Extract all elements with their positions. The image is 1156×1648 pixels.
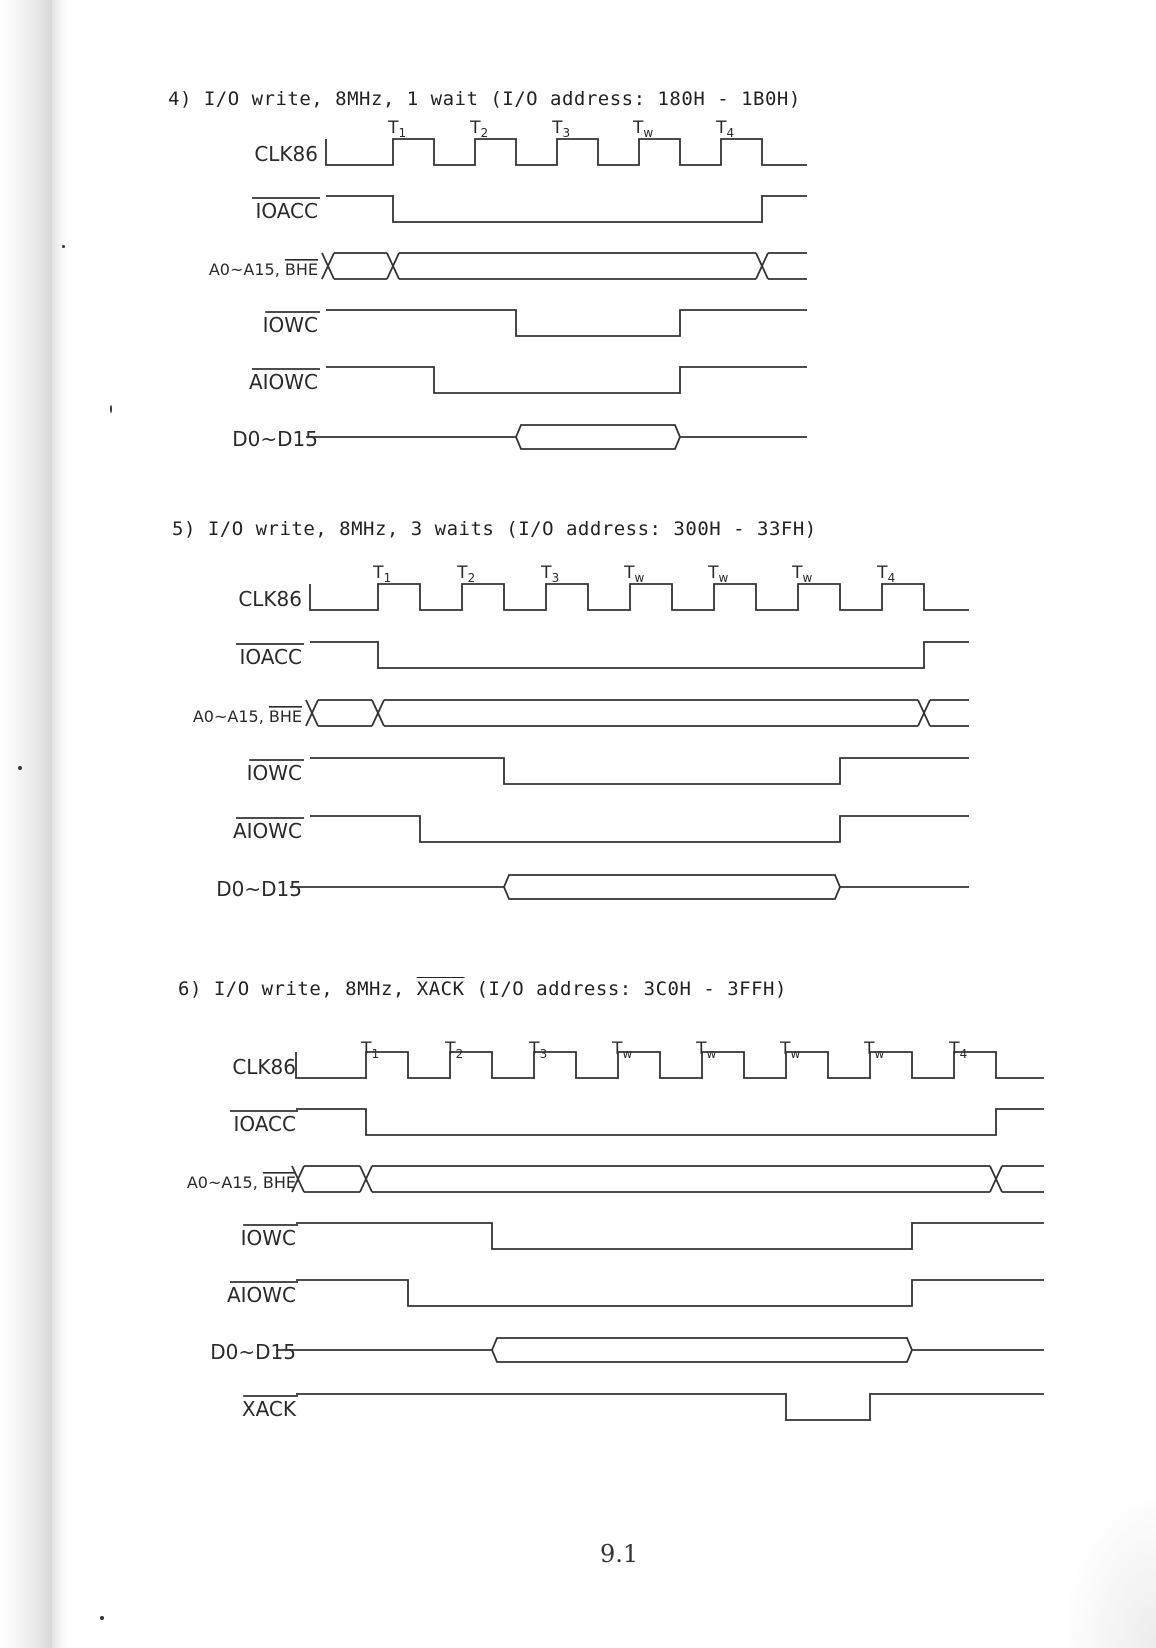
level-waveform	[296, 1280, 1044, 1306]
level-waveform	[310, 758, 969, 784]
signal-d0-d15	[232, 425, 807, 451]
clock-period-label-5: $T_w$	[792, 563, 813, 585]
signal-label: CLK86	[238, 587, 302, 611]
level-waveform	[296, 1394, 1044, 1420]
signal-label: IOACC	[239, 645, 302, 669]
signal-label: IOWC	[246, 761, 302, 785]
signal-label: AIOWC	[232, 819, 302, 843]
section-4-title	[168, 88, 801, 110]
timing-diagram-section-4	[0, 115, 1156, 475]
section-6-title-xack: XACK	[416, 978, 465, 1000]
signal-clk86	[254, 139, 807, 166]
bus-valid-region	[372, 700, 969, 726]
clock-period-label-3: $T_w$	[624, 563, 645, 585]
clock-period-label-3: $T_w$	[632, 118, 654, 140]
signal-label: IOACC	[233, 1112, 296, 1136]
clock-waveform	[326, 139, 807, 165]
section-6-title-suffix: (I/O address: 3C0H - 3FFH)	[464, 978, 787, 1000]
data-valid-region	[492, 1338, 912, 1362]
signal-label: CLK86	[254, 142, 318, 166]
signal-label: AIOWC	[226, 1283, 296, 1307]
signal-label: IOACC	[255, 199, 318, 223]
signal-xack	[242, 1394, 1044, 1421]
clock-period-label-4: $T_4$	[716, 118, 735, 140]
signal-a0-a15-bhe	[187, 1166, 1044, 1192]
section-6-title-prefix: 6) I/O write, 8MHz,	[178, 978, 417, 1000]
level-waveform	[296, 1109, 1044, 1135]
clock-period-label-1: $T_2$	[470, 118, 489, 140]
page-corner-shadow	[1066, 1498, 1156, 1648]
signal-label: D0~D15	[216, 877, 302, 901]
level-waveform	[326, 367, 807, 393]
signal-label: AIOWC	[248, 370, 318, 394]
clock-period-label-2: $T_3$	[552, 118, 571, 140]
bus-transition	[306, 700, 372, 726]
clock-period-label-4: $T_w$	[708, 563, 729, 585]
clock-period-label-1: $T_2$	[445, 1039, 464, 1061]
section-5-title	[172, 518, 817, 540]
signal-d0-d15	[216, 875, 969, 901]
clock-period-label-2: $T_3$	[529, 1039, 548, 1061]
clock-period-label-5: $T_w$	[780, 1039, 801, 1061]
clock-period-label-4: $T_w$	[696, 1039, 717, 1061]
signal-label: A0~A15, BHE	[186, 1173, 296, 1192]
section-4-title-text: 4) I/O write, 8MHz, 1 wait (I/O address: 180H - 1B0H)	[168, 88, 801, 110]
signal-aiowc	[233, 816, 969, 843]
section-6-title	[178, 978, 787, 1000]
clock-waveform	[296, 1052, 1044, 1078]
signal-a0-a15-bhe	[209, 253, 807, 279]
level-waveform	[326, 310, 807, 336]
page-number: 9.1	[600, 1540, 639, 1568]
clock-period-label-0: $T_1$	[373, 563, 392, 585]
clock-period-label-0: $T_1$	[361, 1039, 380, 1061]
section-5-title-text: 5) I/O write, 8MHz, 3 waits (I/O address: 300H - 33FH)	[172, 518, 817, 540]
signal-label: IOWC	[262, 313, 318, 337]
signal-label: XACK	[241, 1397, 296, 1421]
clock-period-label-7: $T_4$	[949, 1039, 968, 1061]
clock-period-label-0: $T_1$	[388, 118, 407, 140]
signal-label: D0~D15	[232, 427, 318, 451]
clock-period-label-2: $T_3$	[541, 563, 560, 585]
signal-ioacc	[252, 196, 807, 223]
signal-label: CLK86	[232, 1055, 296, 1079]
signal-ioacc	[230, 1109, 1044, 1136]
clock-waveform	[310, 584, 969, 610]
clock-period-label-6: $T_4$	[877, 563, 896, 585]
timing-diagram-section-5	[0, 562, 1156, 922]
data-valid-region	[504, 875, 840, 899]
signal-clk86	[232, 1052, 1044, 1079]
data-valid-region	[516, 425, 680, 449]
paper-speck	[100, 1616, 104, 1620]
signal-clk86	[238, 584, 969, 611]
clock-period-label-6: $T_w$	[864, 1039, 885, 1061]
level-waveform	[296, 1223, 1044, 1249]
signal-label: A0~A15, BHE	[192, 707, 302, 726]
bus-transition	[292, 1166, 360, 1192]
level-waveform	[310, 642, 969, 668]
signal-ioacc	[236, 642, 969, 669]
signal-label: A0~A15, BHE	[208, 260, 318, 279]
bus-valid-region	[387, 253, 807, 279]
signal-aiowc	[249, 367, 807, 394]
signal-iowc	[247, 758, 969, 785]
bus-transition	[322, 253, 387, 279]
signal-d0-d15	[210, 1338, 1044, 1364]
signal-iowc	[263, 310, 807, 337]
bus-valid-region	[360, 1166, 1044, 1192]
timing-diagram-section-6	[0, 1026, 1156, 1446]
signal-label: IOWC	[240, 1226, 296, 1250]
level-waveform	[310, 816, 969, 842]
signal-label: D0~D15	[210, 1340, 296, 1364]
clock-period-label-3: $T_w$	[612, 1039, 633, 1061]
signal-aiowc	[227, 1280, 1044, 1307]
level-waveform	[326, 196, 807, 222]
clock-period-label-1: $T_2$	[457, 563, 476, 585]
signal-a0-a15-bhe	[193, 700, 969, 726]
signal-iowc	[241, 1223, 1044, 1250]
